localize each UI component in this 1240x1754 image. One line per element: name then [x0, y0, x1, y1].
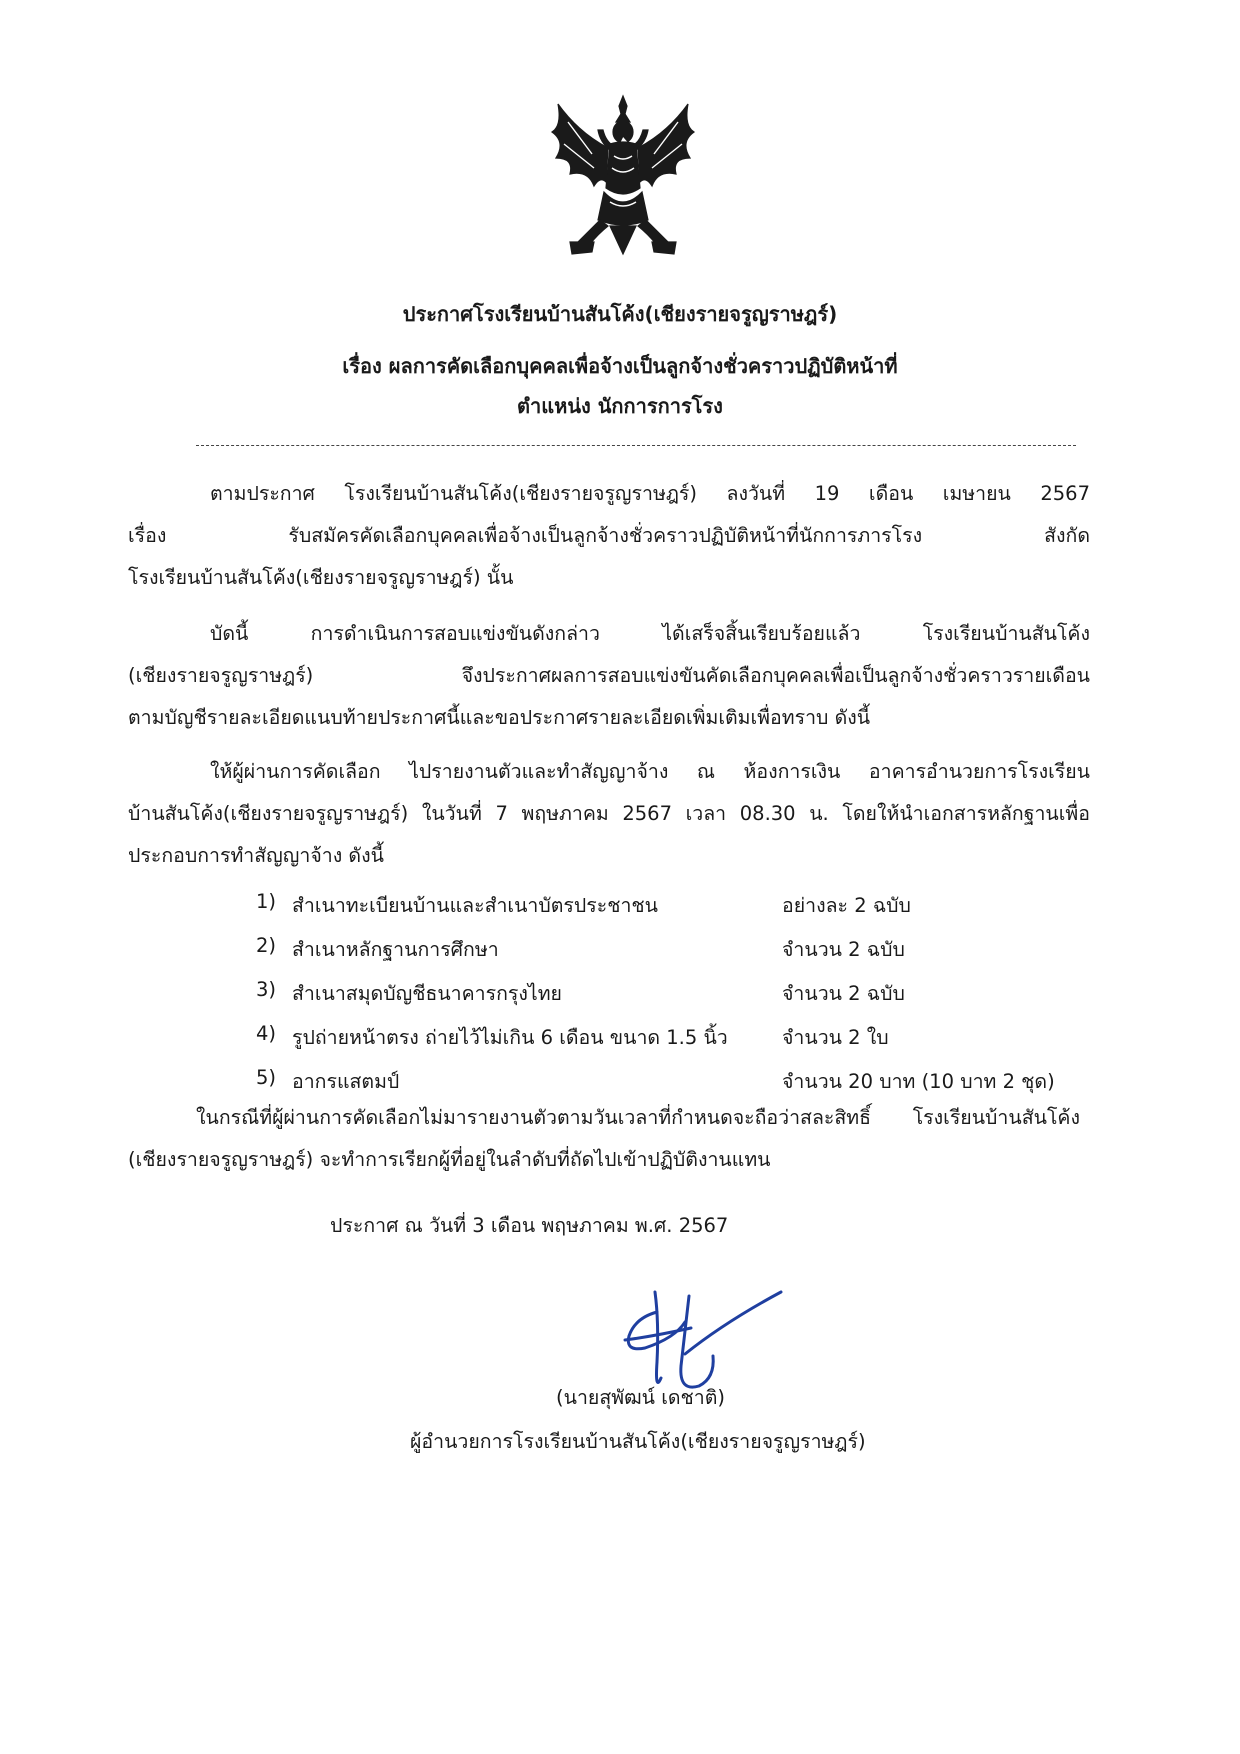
item-description: รูปถ่ายหน้าตรง ถ่ายไว้ไม่เกิน 6 เดือน ขนาด 1.5 นิ้ว	[292, 1026, 728, 1049]
garuda-emblem-icon	[548, 92, 698, 260]
paragraph-line: (เชียงรายจรูญราษฎร์) จะทำการเรียกผู้ที่อยู่ในลำดับที่ถัดไปเข้าปฏิบัติงานแทน	[128, 1148, 771, 1171]
item-quantity: จำนวน 2 ใบ	[782, 1026, 889, 1049]
item-number: 4)	[256, 1022, 277, 1045]
item-quantity: จำนวน 2 ฉบับ	[782, 982, 905, 1005]
paragraph-line: เรื่อง รับสมัครคัดเลือกบุคคลเพื่อจ้างเป็นลูกจ้างชั่วคราวปฏิบัติหน้าที่นักการภารโรง สังกัด	[128, 524, 1090, 547]
item-number: 5)	[256, 1066, 277, 1089]
item-quantity: จำนวน 2 ฉบับ	[782, 938, 905, 961]
item-number: 1)	[256, 890, 277, 913]
item-description: อากรแสตมป์	[292, 1070, 400, 1093]
announce-date: ประกาศ ณ วันที่ 3 เดือน พฤษภาคม พ.ศ. 2567	[330, 1214, 729, 1237]
item-quantity: อย่างละ 2 ฉบับ	[782, 894, 911, 917]
paragraph-line: บ้านสันโค้ง(เชียงรายจรูญราษฎร์) ในวันที่ 7 พฤษภาคม 2567 เวลา 08.30 น. โดยให้นำเอกสารหลักฐานเพื่อ	[128, 802, 1090, 825]
paragraph-line: ในกรณีที่ผู้ผ่านการคัดเลือกไม่มารายงานตัวตามวันเวลาที่กำหนดจะถือว่าสละสิทธิ์ โรงเรียนบ้านสันโค้ง	[196, 1106, 1080, 1129]
list-item	[256, 1066, 1086, 1092]
list-item	[256, 934, 1086, 960]
paragraph-line: ประกอบการทำสัญญาจ้าง ดังนี้	[128, 844, 384, 867]
paragraph-line: โรงเรียนบ้านสันโค้ง(เชียงรายจรูญราษฎร์) นั้น	[128, 566, 514, 589]
paragraph-line: (เชียงรายจรูญราษฎร์) จึงประกาศผลการสอบแข่งขันคัดเลือกบุคคลเพื่อเป็นลูกจ้างชั่วคราวรายเดือน	[128, 664, 1090, 687]
paragraph-line: ตามบัญชีรายละเอียดแนบท้ายประกาศนี้และขอประกาศรายละเอียดเพิ่มเติมเพื่อทราบ ดังนี้	[128, 706, 871, 729]
item-description: สำเนาสมุดบัญชีธนาคารกรุงไทย	[292, 982, 562, 1005]
item-number: 3)	[256, 978, 277, 1001]
paragraph-line: ให้ผู้ผ่านการคัดเลือก ไปรายงานตัวและทำสัญญาจ้าง ณ ห้องการเงิน อาคารอำนวยการโรงเรียน	[210, 760, 1090, 783]
list-item	[256, 978, 1086, 1004]
item-quantity: จำนวน 20 บาท (10 บาท 2 ชุด)	[782, 1070, 1055, 1093]
announcement-subject: เรื่อง ผลการคัดเลือกบุคคลเพื่อจ้างเป็นลูกจ้างชั่วคราวปฏิบัติหน้าที่	[342, 354, 898, 378]
paragraph-line: ตามประกาศ โรงเรียนบ้านสันโค้ง(เชียงรายจรูญราษฎร์) ลงวันที่ 19 เดือน เมษายน 2567	[210, 482, 1090, 505]
list-item	[256, 1022, 1086, 1048]
dashed-divider	[196, 445, 1076, 446]
signer-name: (นายสุพัฒน์ เดชาติ)	[556, 1386, 725, 1409]
signature-icon	[615, 1282, 795, 1402]
item-number: 2)	[256, 934, 277, 957]
announcement-position: ตำแหน่ง นักการการโรง	[517, 394, 723, 418]
paragraph-line: บัดนี้ การดำเนินการสอบแข่งขันดังกล่าว ได้เสร็จสิ้นเรียบร้อยแล้ว โรงเรียนบ้านสันโค้ง	[210, 622, 1090, 645]
item-description: สำเนาหลักฐานการศึกษา	[292, 938, 499, 961]
item-description: สำเนาทะเบียนบ้านและสำเนาบัตรประชาชน	[292, 894, 658, 917]
list-item	[256, 890, 1086, 916]
announcement-title: ประกาศโรงเรียนบ้านสันโค้ง(เชียงรายจรูญราษฎร์)	[402, 302, 838, 326]
signer-title: ผู้อำนวยการโรงเรียนบ้านสันโค้ง(เชียงรายจรูญราษฎร์)	[410, 1430, 866, 1453]
